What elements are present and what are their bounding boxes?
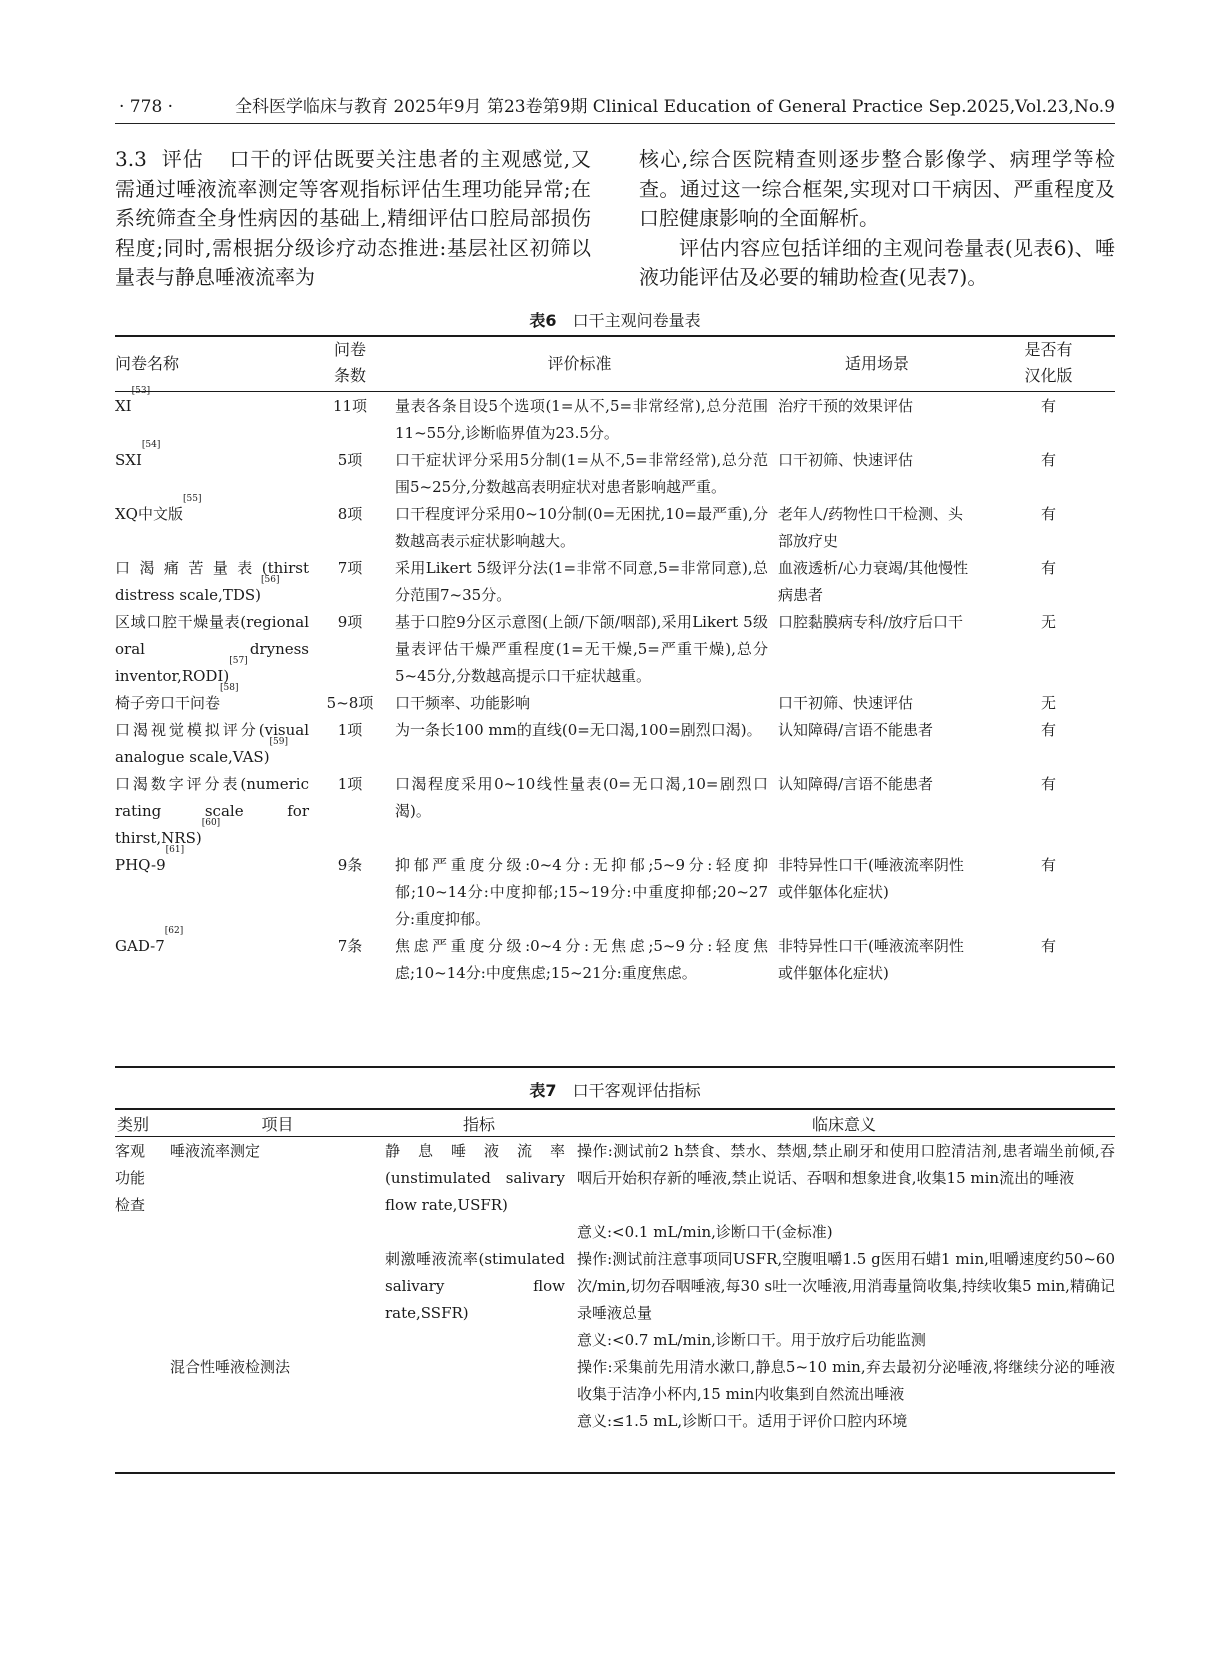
section-paragraph xyxy=(115,145,591,293)
category-cell xyxy=(115,1246,170,1327)
item-count: 9条 xyxy=(337,856,363,874)
questionnaire-name xyxy=(115,717,315,771)
item-count: 9项 xyxy=(337,613,363,631)
paragraph-assessment: 评估内容应包括详细的主观问卷量表(见表6)、唾液功能评估及必要的辅助检查(见表7)。 xyxy=(639,235,1115,289)
header-scenario: 适用场景 xyxy=(844,354,909,373)
table7-bottom-rule xyxy=(115,1472,1115,1474)
item-cell xyxy=(170,1219,385,1246)
indicator-cell xyxy=(385,1219,573,1246)
significance-text: 意义:<0.1 mL/min,诊断口干(金标准) xyxy=(577,1223,833,1241)
evaluation-criteria: 抑郁严重度分级:0~4分:无抑郁;5~9分:轻度抑郁;10~14分:中度抑郁;15~19分:中重度抑郁;20~27分:重度抑郁。 xyxy=(395,856,768,928)
table-row xyxy=(115,1219,1115,1246)
evaluation-criteria: 为一条长100 mm的直线(0=无口渴,100=剧烈口渴)。 xyxy=(395,721,762,739)
questionnaire-name-text: SXI xyxy=(115,451,142,469)
table6-header xyxy=(115,338,1115,390)
questionnaire-name xyxy=(115,771,315,852)
chinese-version: 无 xyxy=(1040,613,1056,631)
category-text: 客观功能检查 xyxy=(115,1142,146,1214)
table-row xyxy=(115,690,1115,717)
table7-title: 口干客观评估指标 xyxy=(572,1081,701,1100)
item-text: 混合性唾液检测法 xyxy=(170,1358,291,1376)
chinese-version: 有 xyxy=(1040,856,1056,874)
chinese-version: 有 xyxy=(1040,559,1056,577)
evaluation-criteria: 焦虑严重度分级:0~4分:无焦虑;5~9分:轻度焦虑;10~14分:中度焦虑;15~21分:重度焦虑。 xyxy=(395,937,768,982)
table-row xyxy=(115,393,1115,447)
questionnaire-name xyxy=(115,926,315,987)
category-cell xyxy=(115,1219,170,1246)
reference-marker: [56] xyxy=(260,575,280,585)
category-cell xyxy=(115,1138,170,1219)
applicable-scenario: 治疗干预的效果评估 xyxy=(778,397,914,415)
table-row xyxy=(115,1354,1115,1408)
page-number: · 778 · xyxy=(119,97,174,117)
reference-marker: [53] xyxy=(131,386,151,396)
table-row xyxy=(115,771,1115,852)
table7-header xyxy=(115,1113,1115,1137)
evaluation-criteria: 口干频率、功能影响 xyxy=(395,694,531,712)
evaluation-criteria: 口干程度评分采用0~10分制(0=无困扰,10=最严重),分数越高表示症状影响越大。 xyxy=(395,505,768,550)
header-name: 问卷名称 xyxy=(115,354,180,373)
table-row xyxy=(115,1327,1115,1354)
indicator-cell xyxy=(385,1327,573,1354)
category-cell xyxy=(115,1327,170,1354)
chinese-version: 无 xyxy=(1040,694,1056,712)
table7-caption xyxy=(115,1080,1115,1102)
running-header xyxy=(115,96,1115,124)
questionnaire-name xyxy=(115,440,315,501)
reference-marker: [59] xyxy=(269,737,289,747)
body-text xyxy=(115,145,1115,317)
reference-marker: [57] xyxy=(229,656,248,666)
questionnaire-name xyxy=(115,555,315,609)
table6-bottom-rule xyxy=(115,1066,1115,1068)
section-number: 3.3 xyxy=(115,147,147,171)
indicator-text: 静息唾液流率(unstimulated salivary flow rate,USFR) xyxy=(385,1142,565,1214)
item-count: 1项 xyxy=(337,721,363,739)
table7 xyxy=(115,1138,1115,1435)
header-items-line2: 条数 xyxy=(333,366,366,385)
operation-text: 操作:测试前2 h禁食、禁水、禁烟,禁止刷牙和使用口腔清洁剂,患者端坐前倾,吞咽后开始积存新的唾液,禁止说话、吞咽和想象进食,收集15 min流出的唾液 xyxy=(577,1142,1115,1187)
operation-text: 操作:采集前先用清水漱口,静息5~10 min,弃去最初分泌唾液,将继续分泌的唾液收集于洁净小杯内,15 min内收集到自然流出唾液 xyxy=(577,1358,1115,1403)
questionnaire-name-text: 椅子旁口干问卷 xyxy=(115,694,221,712)
evaluation-criteria: 口渴程度采用0~10线性量表(0=无口渴,10=剧烈口渴)。 xyxy=(395,775,768,820)
table6-top-rule xyxy=(115,335,1115,337)
table-row xyxy=(115,717,1115,771)
significance-text: 意义:<0.7 mL/min,诊断口干。用于放疗后功能监测 xyxy=(577,1331,926,1349)
reference-marker: [58] xyxy=(220,683,239,693)
reference-marker: [61] xyxy=(165,845,185,855)
applicable-scenario: 非特异性口干(唾液流率阴性或伴躯体化症状) xyxy=(778,856,964,901)
category-cell xyxy=(115,1408,170,1435)
table-row xyxy=(115,555,1115,609)
indicator-text: 刺激唾液流率(stimulated salivary flow rate,SSFR) xyxy=(385,1250,565,1322)
evaluation-criteria: 量表各条目设5个选项(1=从不,5=非常经常),总分范围11~55分,诊断临界值为23.5分。 xyxy=(395,397,768,442)
questionnaire-name xyxy=(115,386,315,447)
chinese-version: 有 xyxy=(1040,937,1056,955)
applicable-scenario: 认知障碍/言语不能患者 xyxy=(778,721,934,739)
item-cell xyxy=(170,1327,385,1354)
table6 xyxy=(115,386,1115,987)
left-column xyxy=(115,145,591,293)
operation-text: 操作:测试前注意事项同USFR,空腹咀嚼1.5 g医用石蜡1 min,咀嚼速度约50~60次/min,切勿吞咽唾液,每30 s吐一次唾液,用消毒量筒收集,持续收集5 min,精确记录唾液总量 xyxy=(577,1250,1115,1322)
right-column xyxy=(639,145,1115,293)
chinese-version: 有 xyxy=(1040,775,1056,793)
header-criteria: 评价标准 xyxy=(547,354,612,373)
item-cell xyxy=(170,1246,385,1327)
chinese-version: 有 xyxy=(1040,397,1056,415)
questionnaire-name-text: 区域口腔干燥量表(regional oral dryness inventor,RODI) xyxy=(115,613,309,685)
table6-header-rule xyxy=(115,391,1115,392)
questionnaire-name-text: 口渴视觉模拟评分(visual analogue scale,VAS) xyxy=(115,721,309,766)
reference-marker: [62] xyxy=(164,926,184,936)
indicator-cell xyxy=(385,1354,573,1408)
questionnaire-name xyxy=(115,683,315,717)
table-row xyxy=(115,1246,1115,1327)
item-cell xyxy=(170,1408,385,1435)
table-row xyxy=(115,852,1115,933)
indicator-cell xyxy=(385,1246,573,1327)
significance-text: 意义:≤1.5 mL,诊断口干。适用于评价口腔内环境 xyxy=(577,1412,908,1430)
item-count: 8项 xyxy=(337,505,363,523)
reference-marker: [60] xyxy=(201,818,221,828)
questionnaire-name-text: 口渴数字评分表(numeric rating scale for thirst,NRS) xyxy=(115,775,309,847)
item-text: 唾液流率测定 xyxy=(170,1142,261,1160)
questionnaire-name xyxy=(115,494,315,555)
applicable-scenario: 口干初筛、快速评估 xyxy=(778,694,914,712)
header-meaning: 临床意义 xyxy=(811,1115,876,1134)
chinese-version: 有 xyxy=(1040,451,1056,469)
indicator-cell xyxy=(385,1408,573,1435)
reference-marker: [54] xyxy=(141,440,161,450)
applicable-scenario: 老年人/药物性口干检测、头部放疗史 xyxy=(778,505,964,550)
questionnaire-name-text: XQ中文版 xyxy=(115,505,183,523)
table7-label: 表7 xyxy=(529,1081,557,1100)
header-chinese-line2: 汉化版 xyxy=(1024,366,1073,385)
journal-citation: 全科医学临床与教育 2025年9月 第23卷第9期 Clinical Education of General Practice Sep.2025,Vol.23,No.9 xyxy=(235,97,1115,117)
header-chinese-line1: 是否有 xyxy=(1024,340,1073,359)
evaluation-criteria: 基于口腔9分区示意图(上颌/下颌/咽部),采用Likert 5级量表评估干燥严重程度(1=无干燥,5=严重干燥),总分5~45分,分数越高提示口干症状越重。 xyxy=(395,613,768,685)
table6-label: 表6 xyxy=(529,311,557,330)
evaluation-criteria: 采用Likert 5级评分法(1=非常不同意,5=非常同意),总分范围7~35分。 xyxy=(395,559,768,604)
chinese-version: 有 xyxy=(1040,505,1056,523)
questionnaire-name-text: 口渴痛苦量表(thirst distress scale,TDS) xyxy=(115,559,309,604)
chinese-version: 有 xyxy=(1040,721,1056,739)
applicable-scenario: 认知障碍/言语不能患者 xyxy=(778,775,934,793)
header-item: 项目 xyxy=(261,1115,294,1134)
item-cell xyxy=(170,1138,385,1219)
indicator-cell xyxy=(385,1138,573,1219)
table-row xyxy=(115,933,1115,987)
section-title: 评估 xyxy=(160,147,204,171)
paragraph-text: 口干的评估既要关注患者的主观感觉,又需通过唾液流率测定等客观指标评估生理功能异常;在系统筛查全身性病因的基础上,精细评估口腔局部损伤程度;同时,需根据分级诊疗动态推进:基层社区初筛以量表与静息唾液流率为 xyxy=(115,147,592,289)
table-row xyxy=(115,447,1115,501)
questionnaire-name xyxy=(115,845,315,933)
table-row xyxy=(115,609,1115,690)
evaluation-criteria: 口干症状评分采用5分制(1=从不,5=非常经常),总分范围5~25分,分数越高表明症状对患者影响越严重。 xyxy=(395,451,768,496)
item-count: 1项 xyxy=(337,775,363,793)
header-items-line1: 问卷 xyxy=(333,340,366,359)
applicable-scenario: 非特异性口干(唾液流率阴性或伴躯体化症状) xyxy=(778,937,964,982)
table-row xyxy=(115,1138,1115,1219)
reference-marker: [55] xyxy=(182,494,202,504)
table6-caption xyxy=(115,310,1115,332)
table7-top-rule xyxy=(115,1108,1115,1110)
item-count: 11项 xyxy=(332,397,368,415)
questionnaire-name-text: XI xyxy=(115,397,132,415)
table7-header-rule xyxy=(115,1136,1115,1137)
item-cell xyxy=(170,1354,385,1408)
category-cell xyxy=(115,1354,170,1408)
questionnaire-name-text: GAD-7 xyxy=(115,937,165,955)
header-indicator: 指标 xyxy=(462,1115,495,1134)
applicable-scenario: 口腔黏膜病专科/放疗后口干 xyxy=(778,613,964,631)
paragraph-continued: 核心,综合医院精查则逐步整合影像学、病理学等检查。通过这一综合框架,实现对口干病因、严重程度及口腔健康影响的全面解析。 xyxy=(639,147,1115,230)
item-count: 5~8项 xyxy=(326,694,374,712)
item-count: 5项 xyxy=(337,451,363,469)
applicable-scenario: 血液透析/心力衰竭/其他慢性病患者 xyxy=(778,559,969,604)
questionnaire-name-text: PHQ-9 xyxy=(115,856,166,874)
header-category: 类别 xyxy=(117,1115,150,1134)
table6-title: 口干主观问卷量表 xyxy=(572,311,701,330)
table-row xyxy=(115,501,1115,555)
questionnaire-name xyxy=(115,609,315,690)
item-count: 7条 xyxy=(337,937,363,955)
table-row xyxy=(115,1408,1115,1435)
applicable-scenario: 口干初筛、快速评估 xyxy=(778,451,914,469)
item-count: 7项 xyxy=(337,559,363,577)
